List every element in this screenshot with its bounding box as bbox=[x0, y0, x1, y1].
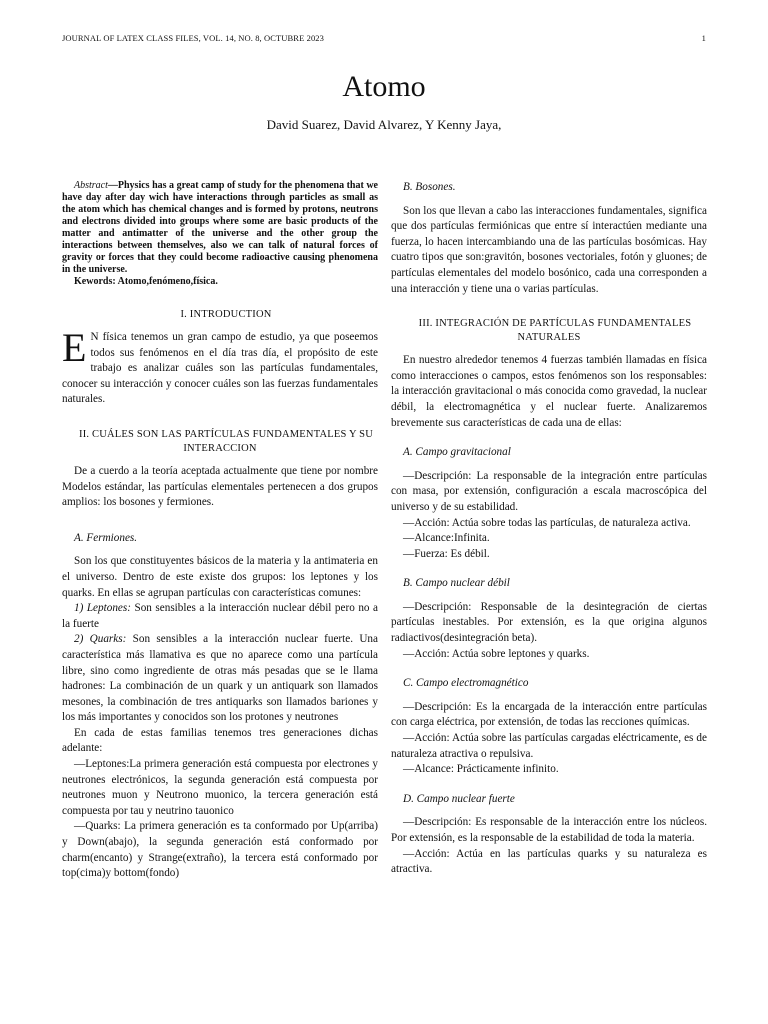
journal-line: JOURNAL OF LATEX CLASS FILES, VOL. 14, NO. 8, OCTUBRE 2023 bbox=[62, 33, 324, 43]
leptones-text: Son sensibles a la interacción nuclear débil pero no a la fuerte bbox=[62, 602, 378, 630]
paper-title: Atomo bbox=[342, 70, 426, 103]
right-column bbox=[391, 180, 707, 878]
subsection-heading-gravitacional: A. Campo gravitacional bbox=[403, 446, 511, 459]
subsection-heading-electromagnetico: C. Campo electromagnético bbox=[403, 677, 529, 690]
debil-descripcion: —Descripción: Responsable de la desintegración de ciertas partículas inestables. Por extensión, es la que origina algunos radiactivos(desintegración beta). bbox=[391, 600, 707, 645]
quarks-paragraph bbox=[62, 632, 378, 726]
section-heading-integration: III. INTEGRACIÓN DE PARTÍCULAS FUNDAMENTALES NATURALES bbox=[418, 318, 692, 344]
subsection-heading-fuerte: D. Campo nuclear fuerte bbox=[403, 792, 515, 805]
bosones-paragraph: Son los que llevan a cabo las interacciones fundamentales, significa que dos partículas fermiónicas que entre sí interactúen mediante una fuerza, lo hacen intercambiando una de las partículas bosómicas. Hay cuatro tipos que son:gravitón, bosones vectoriales, fotón y gluones; de partículas elementales del modelo bosónico, cada una corresponden a una interacción y tiene una o varias partículas. bbox=[391, 204, 707, 295]
fuerte-accion: —Acción: Actúa en las partículas quarks y su naturaleza es atractiva. bbox=[391, 847, 707, 876]
page-number: 1 bbox=[701, 33, 706, 43]
section-3-paragraph: En nuestro alrededor tenemos 4 fuerzas también llamadas en física como interacciones o campos, estos fenómenos son los responsables: la interacción gravitacional o más conocida como gravedad, la nuclear débil, la electromagnética y el nuclear fuerte. Analizaremos brevemente sus características de cada una de ellas: bbox=[391, 354, 707, 429]
keywords: Kewords: Atomo,fenómeno,física. bbox=[74, 276, 218, 287]
abstract bbox=[62, 180, 378, 276]
debil-accion: —Acción: Actúa sobre leptones y quarks. bbox=[403, 647, 590, 660]
left-column bbox=[62, 180, 378, 882]
running-header bbox=[62, 33, 706, 43]
quarks-generations: —Quarks: La primera generación es ta conformado por Up(arriba) y Down(abajo), la segunda generación está conformado por charm(encanto) y Strange(extraño), la tercera está conformado por top(cima)y bottom(fondo) bbox=[62, 820, 378, 880]
em-alcance: —Alcance: Prácticamente infinito. bbox=[403, 763, 559, 776]
em-accion: —Acción: Actúa sobre las partículas cargadas eléctricamente, es de naturaleza atractiva o repulsiva. bbox=[391, 732, 707, 760]
grav-accion: —Acción: Actúa sobre todas las partículas, de naturaleza activa. bbox=[403, 516, 691, 529]
quarks-label: 2) Quarks: bbox=[74, 633, 127, 646]
subsection-heading-fermiones: A. Fermiones. bbox=[74, 531, 138, 544]
section-2-paragraph: De a cuerdo a la teoría aceptada actualmente que tiene por nombre Modelos estándar, las partículas elementales pertenecen a dos grupos amplios: los bosones y fermiones. bbox=[62, 464, 378, 509]
fuerte-descripcion: —Descripción: Es responsable de la interacción entre los núcleos. Por extensión, es la responsable de la estabilidad de toda la materia. bbox=[391, 816, 707, 844]
intro-paragraph bbox=[62, 325, 378, 408]
abstract-label: Abstract bbox=[74, 180, 108, 191]
drop-cap: E bbox=[62, 325, 87, 370]
grav-alcance: —Alcance:Infinita. bbox=[403, 532, 490, 545]
section-heading-introduction: I. INTRODUCTION bbox=[180, 309, 272, 320]
leptones-label: 1) Leptones: bbox=[74, 602, 131, 615]
subsection-heading-bosones: B. Bosones. bbox=[403, 181, 456, 193]
leptones-paragraph bbox=[62, 601, 378, 632]
subsection-heading-debil: B. Campo nuclear débil bbox=[403, 577, 510, 590]
generations-intro: En cada de estas familias tenemos tres generaciones dichas adelante: bbox=[62, 726, 378, 755]
leptones-generations: —Leptones:La primera generación está compuesta por electrones y neutrones electrónicos, la segunda generación está compuesta por neutrones muon y Neutrono muonico, la tercera generación está compuesta por tau y neutrino tauonico bbox=[62, 758, 378, 817]
fermiones-paragraph: Son los que constituyentes básicos de la materia y la antimateria en el universo. Dentro de este existe dos grupos: los leptones y los quarks. En ellas se agrupan partículas con características comunes: bbox=[62, 555, 378, 599]
intro-text: N física tenemos un gran campo de estudio, ya que poseemos todos sus fenómenos en el día tras día, el propósito de este trabajo es analizar cuáles son las partículas fundamentales, conocer su interacción y conocer cuáles son las fuerzas fundamentales naturales. bbox=[62, 331, 378, 406]
author-list: David Suarez, David Alvarez, Y Kenny Jaya, bbox=[266, 117, 502, 132]
grav-fuerza: —Fuerza: Es débil. bbox=[403, 547, 490, 560]
section-heading-particles: II. CUÁLES SON LAS PARTÍCULAS FUNDAMENTALES Y SU INTERACCION bbox=[79, 428, 373, 454]
abstract-text: —Physics has a great camp of study for the phenomena that we have day after day wich have interactions through particles as small as the atom which has chemical changes and is formed by protons, neutrons and electrons divided into groups where some are basic products of the matter and antimatter of the universe and the other group the interactions between themselves, also we can talk of natural forces of gravity or forces that they could become radioactive causing phenomena in the universe. bbox=[62, 180, 378, 275]
grav-descripcion: —Descripción: La responsable de la integración entre partículas con masa, por extensión, configuración a escala macroscópica del universo y de su estabilidad. bbox=[391, 469, 707, 513]
quarks-text: Son sensibles a la interacción nuclear fuerte. Una característica más llamativa es que no aparece como una partícula libre, sino como ingrediente de otras más pesadas que se le llama hadrones: La combinación de un quark y un antiquark son llamados mesones, la combinación de tres antiquarks son llamados bariones y los más importantes y conocidos son los protones y neutrones bbox=[62, 633, 378, 724]
em-descripcion: —Descripción: Es la encargada de la interacción entre partículas con carga eléctrica, por extensión, de todas las recciones químicas. bbox=[391, 700, 707, 729]
